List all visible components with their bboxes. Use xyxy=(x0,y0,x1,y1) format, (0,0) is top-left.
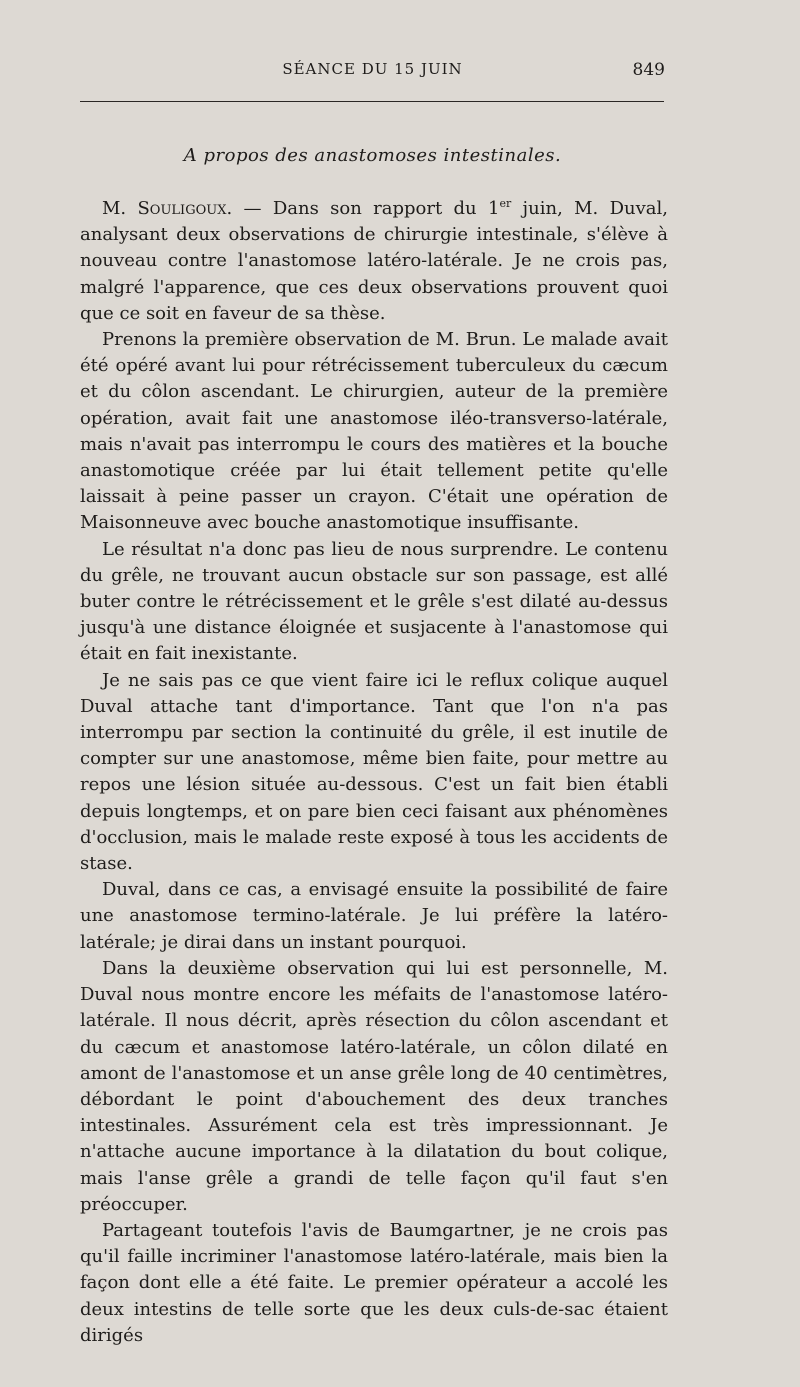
header-rule xyxy=(80,101,664,102)
paragraph-1-text: — Dans son rapport du 1 xyxy=(232,198,500,219)
page-number: 849 xyxy=(632,60,665,80)
page-header xyxy=(80,60,665,88)
paragraph-6: Dans la deuxième observation qui lui est personnelle, M. Duval nous montre encore les méfaits de l'anastomose latéro-latérale. Il nous décrit, après résection du côlon ascendant et du cæcum et anastomose latéro-latérale, un côlon dilaté en amont de l'anastomose et un anse grêle long de 40 centimètres, débordant le point d'abouchement des deux tranches intestinales. Assurément cela est très impressionnant. Je n'attache aucune importance à la dilatation du bout colique, mais l'anse grêle a grandi de telle façon qu'il faut s'en préoccuper. xyxy=(80,957,668,1215)
running-title: SÉANCE DU 15 JUIN xyxy=(282,60,463,78)
paragraph-7: Partageant toutefois l'avis de Baumgartner, je ne crois pas qu'il faille incriminer l'anastomose latéro-latérale, mais bien la façon dont elle a été faite. Le premier opérateur a accolé les deux intestins de telle sorte que les deux culs-de-sac étaient dirigés xyxy=(80,1219,668,1346)
paragraph-5: Duval, dans ce cas, a envisagé ensuite la possibilité de faire une anastomose termino-latérale. Je lui préfère la latéro-latérale; je dirai dans un instant pourquoi. xyxy=(80,879,668,953)
paragraph-1-rest: juin, M. Duval, analysant deux observations de chirurgie intestinale, s'élève à nouveau contre l'anastomose latéro-latérale. Je ne crois pas, malgré l'apparence, que ces deux observations prouvent quoi que ce soit en faveur de sa thèse. xyxy=(80,198,669,324)
paragraph-1 xyxy=(80,196,668,327)
speaker-name: M. Souligoux. xyxy=(102,198,233,219)
paragraph-3: Le résultat n'a donc pas lieu de nous surprendre. Le contenu du grêle, ne trouvant aucun obstacle sur son passage, est allé buter contre le rétrécissement et le grêle s'est dilaté au-dessus jusqu'à une distance éloignée et susjacente à l'anastomose qui était en fait inexistante. xyxy=(80,538,668,665)
body-text xyxy=(80,196,668,1349)
paragraph-2: Prenons la première observation de M. Brun. Le malade avait été opéré avant lui pour rétrécissement tuberculeux du cæcum et du côlon ascendant. Le chirurgien, auteur de la première opération, avait fait une anastomose iléo-transverso-latérale, mais n'avait pas interrompu le cours des matières et la bouche anastomotique créée par lui était tellement petite qu'elle laissait à peine passer un crayon. C'était une opération de Maisonneuve avec bouche anastomotique insuffisante. xyxy=(80,329,668,534)
paragraph-4: Je ne sais pas ce que vient faire ici le reflux colique auquel Duval attache tant d'importance. Tant que l'on n'a pas interrompu par section la continuité du grêle, il est inutile de compter sur une anastomose, même bien faite, pour mettre au repos une lésion située au-dessous. C'est un fait bien établi depuis longtemps, et on pare bien ceci faisant aux phénomènes d'occlusion, mais le malade reste exposé à tous les accidents de stase. xyxy=(80,669,668,875)
ordinal-superscript: er xyxy=(499,197,512,210)
section-title: A propos des anastomoses intestinales. xyxy=(183,145,562,166)
